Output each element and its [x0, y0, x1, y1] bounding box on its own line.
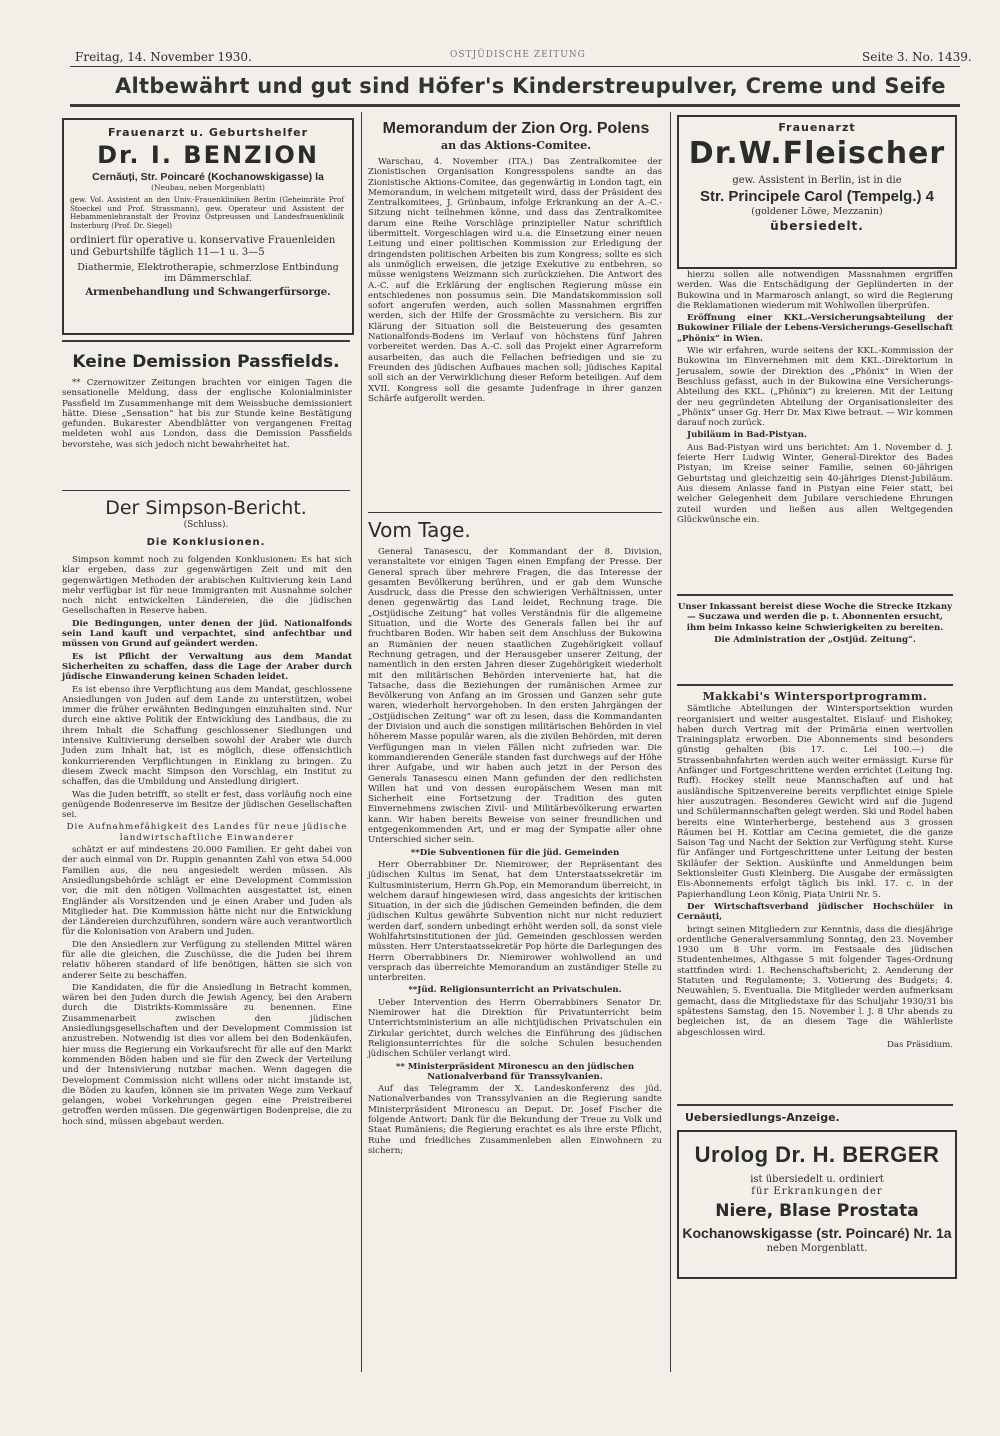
headline-passfield: Keine Demission Passfields. — [72, 352, 340, 372]
column-divider-2 — [670, 112, 671, 1372]
ad-dr-fleischer — [677, 115, 957, 269]
subheading: Jubiläum in Bad-Pistyan. — [687, 430, 808, 441]
ad-line: übersiedelt. — [770, 219, 864, 233]
subheading: Der Wirtschaftsverband jüdischer Hochschüler in Cernăuți, — [677, 901, 953, 923]
notice-text: Unser Inkassant bereist diese Woche die Strecke Itzkany — Suczawa und werden die p. t. Abonnenten ersucht, ihm beim Inkasso keine Schwierigkeiten zu bereiten. — [677, 602, 953, 633]
ad-line: neben Morgenblatt. — [766, 1243, 868, 1254]
subheading: **Die Subventionen für die jüd. Gemeinden — [410, 847, 620, 858]
signature: Das Präsidium. — [887, 1039, 953, 1050]
article-memorandum — [368, 157, 662, 406]
article-vom-tage — [368, 547, 662, 1158]
ad-services: Diathermie, Elektrotherapie, schmerzlose Entbindung im Dämmerschlaf. — [77, 262, 339, 285]
article-right-bottom — [677, 692, 953, 1052]
paragraph: Ueber Intervention des Herrn Oberrabbiners Senator Dr. Niemirower hat die Direktion für Privatunterricht beim Unterrichtsministerium an alle nichtjüdischen Privatschulen ein Zirkular gerichtet, durch welches die Einführung des jüdischen Religionsunterrichtes für die solche Schulen besuchenden jüdischen Schüler verlangt wird. — [368, 997, 662, 1060]
ad-address-note: (Neubau, neben Morgenblatt) — [151, 183, 265, 192]
ad-dr-benzion — [62, 118, 354, 335]
section-rule — [677, 594, 953, 596]
ad-address: Cernăuți, Str. Poincaré (Kochanowskigasse) la — [92, 171, 324, 183]
paragraph: Wie wir erfahren, wurde seitens der KKL.-Kommission der Bukowina im Einvernehmen mit dem KKL.-Direktorium in Jerusalem, sowie der Direktion des „Phönix“ in Wien der Beschluss gefasst, auch in der Bukowina eine Versicherungs-Abteilung des KKL. („Phönix“) zu kreieren. Mit der Leitung der neu gegründeten Abteilung der Organisationsleiter des „Phönix“ unser Gg. Herr Dr. Max Kiwe betraut. — Wir kommen darauf noch zurück. — [677, 346, 953, 429]
ad-kicker: Uebersiedlungs-Anzeige. — [685, 1111, 840, 1124]
subheading: **Jüd. Religionsunterricht an Privatschulen. — [408, 985, 622, 996]
ad-dr-berger — [677, 1130, 957, 1279]
page-number: Seite 3. No. 1439. — [862, 50, 972, 64]
paragraph-centered: Die Aufnahmefähigkeit des Landes für neue jüdische landwirtschaftliche Einwanderer — [66, 822, 348, 843]
paragraph-bold: Die Bedingungen, unter denen der jüd. Nationalfonds sein Land kauft und verpachtet, sind anfechtbar und müssen von Grund auf geändert werden. — [62, 618, 352, 650]
subheading: Makkabi's Wintersportprogramm. — [702, 690, 928, 703]
paragraph: Simpson kommt noch zu folgenden Konklusionen: Es hat sich klar ergeben, dass zur gegenwärtigen Zeit und mit den gegenwärtigen Methoden der arabischen Kultivierung kein Land mehr verfügbar ist für neue Immigranten mit Ausnahme solcher noch nicht entwickelten Ländereien, die die jüdischen Gesellschaften in Reserve haben. — [62, 555, 352, 617]
headline-simpson-sub: (Schluss). — [183, 520, 229, 530]
ad-doctor-name: Urolog Dr. H. BERGER — [694, 1142, 940, 1167]
ad-doctor-name: Dr. I. BENZION — [97, 141, 319, 169]
paragraph: General Tanasescu, der Kommandant der 8. Division, veranstaltete vor einigen Tagen einen Empfang der Presse. Der General sprach über mehrere Fragen, die das Interesse der gesamten Bevölkerung berühren, und er gab dem Wunsche Ausdruck, dass die Presse den schwierigen Verhältnissen, unter denen gegenwärtig das Land leidet, Rechnung trage. Die „Ostjüdische Zeitung“ hat volles Verständnis für die allgemeine Situation, und die Worte des Generals fallen bei ihr auf fruchtbaren Boden. Wir haben seit dem Anschluss der Bukowina an Rumänien der neuen staatlichen Zugehörigkeit vollauf Rechnung getragen, und der Herausgeber unserer Zeitung, der namentlich in den ersten Jahren dieser Zugehörigkeit wiederholt mit den militärischen Behörden intervenierte hat, hat die Tatsache, dass die Beziehungen der rumänischen Armee zur Bevölkerung von Anfang an im Grossen und Ganzen sehr gute waren, wiederholt hervorgehoben. In den ersten Jahrgängen der „Ostjüdischen Zeitung“ war oft zu lesen, dass die Kommandanten der Division und auch die sonstigen militärischen Behörden in viel höherem Masse populär waren, als die zivilen Behörden, mit deren Verfügungen man in vielen Fällen nicht zufrieden war. Die kommandierenden Generäle standen fast durchwegs auf der Höhe ihrer Aufgabe, und wir haben auch jetzt in der Person des Generals Tanasescu einen Mann gefunden der den redlichsten Willen hat und von dessen europäischem Wesen man mit Sicherheit eine Fortsetzung der Tradition des guten Einvernehmens zwischen Zivil- und Militärbevölkerung erwarten kann. Wir haben bereits Beweise von seiner freundlichen und entgegenkommenden Art, und er mag der Sympatie aller ohne Unterschied sicher sein. — [368, 547, 662, 846]
issue-date: Freitag, 14. November 1930. — [75, 50, 252, 64]
ad-care: Armenbehandlung und Schwangerfürsorge. — [85, 287, 331, 299]
article-body: ** Czernowitzer Zeitungen brachten vor einigen Tagen die sensationelle Meldung, dass der englische Kolonialminister Passfield im Zusammenhange mit dem Weissbuche demissioniert hätte. Diese „Sensation“ hat bis zur Stunde keine Bestätigung gefunden. Bukarester Abendblätter von vergangenen Freitag meldeten wohl aus London, dass die Demission Passfields bevorstehe, was sich jedoch nicht bewahrheitet hat. — [62, 378, 352, 450]
ad-title: Frauenarzt u. Geburtshelfer — [107, 126, 309, 139]
paragraph: schätzt er auf mindestens 20.000 Familien. Er geht dabei von der auch einmal von Dr. Ruppin genannten Zahl von etwa 54.000 Familien aus, die neu angesiedelt werden müssen. Als Ansiedlungsbehörde schlägt er eine Development Commission vor, die mit den nötigen Vollmachten ausgestattet ist, einen Engländer als Vorsitzenden und je einen Araber und Juden als Mitglieder hat. Die Kommission hätte nicht nur die Entwicklung der Ländereien durchzuführen, sondern wäre auch verantwortlich für die Kolonisation von Arabern und Juden. — [62, 845, 352, 938]
ad-line: (goldener Löwe, Mezzanin) — [751, 206, 883, 217]
paragraph: Es ist ebenso ihre Verpflichtung aus dem Mandat, geschlossene Ansiedlungen von Juden auf dem Lande zu unterstützen, wobei immer die früher erwähnten Bedingungen einzuhalten sind. Nur durch eine aktive Politik der Entwicklung des Landbaus, die zu ihrem Inhalt die Schaffung geschlossener Siedlungen und intensive Kultivierung derselben sowohl der Araber wie durch Juden zum Inhalt hat, ist es möglich, diese offensichtlich konkurrierenden Verpflichtungen in Einklang zu bringen. Zu diesem Zweck macht Simpson den Vorschlag, ein Institut zu schaffen, das die Umbildung und Ansiedlung dirigiert. — [62, 684, 352, 788]
section-heading: Die Konklusionen. — [146, 537, 266, 548]
section-rule — [62, 340, 350, 342]
ad-line: für Erkrankungen der — [751, 1186, 883, 1197]
paragraph: Aus Bad-Pistyan wird uns berichtet: Am 1. November d. J. feierte Herr Ludwig Winter, General-Direktor des Bades Pistyan, im Kreise seiner Familie, seinen 60-jährigen Geburtstag und gleichzeitig sein 40-jähriges Dienst-Jubiläum. Aus diesem Anlasse fand in Pistyan eine Feier statt, bei welcher Gelegenheit dem Jubilare verschiedene Ehrungen zuteil wurden und ließen aus allen Weltgegenden Glückwünsche ein. — [677, 442, 953, 525]
section-rule — [368, 512, 662, 513]
paragraph-bold: Es ist Pflicht der Verwaltung aus dem Mandat Sicherheiten zu schaffen, dass die Lage der Araber durch jüdische Einwanderung keinen Schaden leidet. — [62, 651, 352, 683]
ad-address: Str. Principele Carol (Tempelg.) 4 — [700, 188, 934, 205]
section-rule — [62, 490, 350, 491]
subheading: Eröffnung einer KKL.-Versicherungsabteilung der Bukowiner Filiale der Lebens-Versicherungs-Gesellschaft „Phönix“ in Wien. — [677, 313, 953, 344]
paragraph: Herr Oberrabbiner Dr. Niemirower, der Repräsentant des jüdischen Kultus im Senat, hat dem Unterstaatssekretär im Kultusministerium, Herrn Gh.Pop, ein Memorandum überreicht, in welchem darauf hingewiesen wird, dass angesichts der kritischen Situation, in der sich die jüdischen Gemeinden befinden, die dem jüdischen Kultus gewährte Subvention nicht nur nicht reduziert werden darf, sondern unbedingt erhöht werden soll, da sonst viele Wohlfahrtsinstitutionen der jüd. Gemeinden geschlossen werden müssten. Herr Unterstaatssekretär Pop hörte die Darlegungen des Herrn Oberrabbiners Dr. Niemirower wohlwollend an und versprach das überreichte Memorandum an zuständiger Stelle zu unterbreiten. — [368, 859, 662, 984]
article-right-top — [677, 270, 953, 527]
ad-title: Frauenarzt — [778, 121, 856, 134]
ad-line: ist übersiedelt u. ordiniert — [750, 1174, 884, 1185]
headline-memorandum-sub: an das Aktions-Comitee. — [440, 139, 592, 152]
article-simpson — [62, 555, 352, 1129]
notice-inkasso — [677, 602, 953, 647]
paragraph: Sämtliche Abteilungen der Wintersportsektion wurden reorganisiert und weiter ausgestaltet. Eislauf- und Eishokey, haben durch Vertrag mit der Primăria einen wertvollen Trainingsplatz erworben. Die Abonnements sind besonders günstig gehalten (bis 17. c. Lei 100.—) die Strassenbahnfahrten werden auch weiter ermässigt. Kurse für Anfänger und Fortgeschrittene werden errichtet (Leitung Ing. Ruff). Hockey stellt neue Mannschaften auf und hat ausländische Spitzenvereine bereits verpflichtet einige Spiele hier auszutragen. Besonderes Gewicht wird auf die Jugend und Schülermannschaften gelegt werden. Ski und Rodel haben bereits eine Winterherberge, bestehend aus 3 grossen Räumen bei H. Kottlar am Cecina gemietet, die die ganze Saison Tag und Nacht der Sektion zur Verfügung steht. Kurse für Anfänger und Fortgeschrittene unter Leitung der besten Skiläufer der Sektion. Auskünfte und Anmeldungen beim Sektionsleiter Gusti Kleinberg. Die Ausgabe der ermässigten Eis-Abonnements erfolgt täglich bis inkl. 17. c. in der Papierhandlung Leon König, Piața Unirii Nr. 5. — [677, 704, 953, 900]
paragraph: hierzu sollen alle notwendigen Massnahmen ergriffen werden. Was die Entschädigung der Geplünderten in der Bukowina und in Marmarosch anlangt, so wird die Regierung die Reklamationen wiederum mit Wohlwollen überprüfen. — [677, 270, 953, 311]
masthead: OSTJÜDISCHE ZEITUNG — [450, 50, 586, 60]
ad-specialty: Niere, Blase Prostata — [715, 1201, 919, 1221]
paragraph: Die den Ansiedlern zur Verfügung zu stellenden Mittel wären für alle die gleichen, die Zuschüsse, die die Juden bei ihrem relativ höheren standard of life benötigen, hätten sie sich von anderer Seite zu beschaffen. — [62, 939, 352, 981]
notice-signature: Die Administration der „Ostjüd. Zeitung“. — [714, 634, 916, 645]
header-rule — [70, 66, 960, 67]
section-rule — [677, 684, 953, 686]
section-rule — [677, 1104, 953, 1106]
ad-doctor-name: Dr.W.Fleischer — [688, 136, 946, 171]
ad-hours: ordiniert für operative u. konservative Frauenleiden und Geburtshilfe täglich 11—1 u. 3—5 — [70, 235, 336, 258]
paragraph: bringt seinen Mitgliedern zur Kenntnis, dass die diesjährige ordentliche Generalversammlung Sonntag, den 23. November 1930 um 8 Uhr vorm. im Festsaale des jüdischen Studentenheimes, Althgasse 5 mit folgender Tages-Ordnung stattfinden wird: 1. Rechenschaftsbericht; 2. Aenderung der Statuten und Regulamente; 3. Votierung des Budgets; 4. Neuwahlen; 5. Eventualia. Die Mitglieder werden aufmerksam gemacht, dass die Mitgliedstaxe für das Schuljahr 1930/31 bis spätestens Samstag, den 15. November l. J. 8 Uhr abends zu begleichen ist, da an diesem Tage die Wählerliste abgeschlossen wird. — [677, 924, 953, 1038]
headline-memorandum: Memorandum der Zion Org. Polens — [382, 120, 650, 137]
headline-vom-tage: Vom Tage. — [368, 518, 471, 542]
ad-address: Kochanowskigasse (str. Poincaré) Nr. 1a — [682, 1225, 952, 1241]
article-body: Warschau, 4. November (ITA.) Das Zentralkomitee der Zionistischen Organisation Kongresspolens sandte an das Zionistische Aktions-Comitee, das gegenwärtig in London tagt, ein Memorandum, in welchem mitgeteilt wird, dass der Präsident des Zentralkomitees, J. Grünbaum, infolge Erkrankung an der A.-C.-Sitzung nicht teilnehmen könne, und dass das Zentralkomitee darum eine Reihe Vorschläge prinzipieller Natur schriftlich übermittelt. Vorgeschlagen wird u.a. die Einsetzung einer neuen Leitung und einer politischen Kommission zur Erledigung der dringendsten politischen Arbeiten bis zum Kongress; sollte es sich als unmöglich erweisen, die jetzige Exekutive zu entbehren, so müsse wenigstens Weizmann sich zurückziehen. Die Antwort des A.-C. auf die Erklärung der englischen Regierung müsse ein entschiedenes non possumus sein. Die Mandatskommission soll sofort angerufen werden, auch sollen Massnahmen ergriffen werden, sich der Hilfe der Grossmächte zu versichern. Bis zur Klärung der Situation soll die Beisteuerung des gesamten Nationalfonds-Bodens im Verlauf von höchstens fünf Jahren vorbereitet werden. Das A.-C. soll das Projekt einer Agrarreform ausarbeiten, das auch die Fellachen befriedigen und sie zu Freunden des jüdischen Aufbaues machen soll; jüdisches Kapital soll sich an der Verwirklichung dieser Reform beteiligen. Auf dem XVII. Kongress soll die gesamte Judenfrage in ihrer ganzen Schärfe aufgerollt werden. — [368, 157, 662, 404]
ad-bio: gew. Vol. Assistent an den Univ.-Frauenkliniken Berlin (Geheimräte Prof Stoeckel und Prof. Strassmann), gew. Operateur und Assistent der Hebammenlehranstalt der Provinz Ostpreussen und Landesfrauenklinik Insterburg (Prof. Dr. Siegel) — [70, 195, 344, 230]
banner-rule — [70, 104, 960, 107]
subheading: ** Ministerpräsident Mironescu an den jüdischen Nationalverband für Transsylvanien. — [395, 1061, 635, 1082]
banner-ad: Altbewährt und gut sind Höfer's Kinderstreupulver, Creme und Seife — [115, 74, 946, 98]
column-divider-1 — [361, 112, 362, 1372]
ad-line: gew. Assistent in Berlin, ist in die — [732, 175, 902, 186]
paragraph: Die Kandidaten, die für die Ansiedlung in Betracht kommen, wären bei den Juden durch die Jewish Agency, bei den Arabern durch die Distrikts-Kommissäre zu benennen. Eine Zusammenarbeit zwischen den jüdischen Ansiedlungsgesellschaften und der Development Commission ist anzustreben. Notwendig ist dies vor allem bei den Bodenkäufen, hier muss die Regierung ein Vorkaufsrecht für alle auf den Markt kommenden Böden haben und sie für den Zweck der Verteilung und der Intensivierung nutzbar machen. Wenn dagegen die Development Commission nicht willens oder nicht imstande ist, die Böden zu kaufen, können sie im privaten Wege zum Verkauf gelangen, wobei Vorkehrungen gegen eine Preistreiberei getroffen werden müssen. Die gegenwärtigen Bodenpreise, die zu hoch sind, müssen abgebaut werden. — [62, 982, 352, 1127]
paragraph: Auf das Telegramm der X. Landeskonferenz des jüd. Nationalverbandes von Transsylvanien an die Regierung sandte Ministerpräsident Mironescu an Deput. Dr. Josef Fischer die folgende Antwort: Dank für die Bekundung der Treue zu Volk und Staat Rumäniens; die Regierung erachtet es als ihre erste Pflicht, Ruhe und friedliches Zusammenleben allen Einwohnern zu sichern; — [368, 1084, 662, 1156]
article-passfield — [62, 378, 352, 452]
headline-simpson: Der Simpson-Bericht. — [105, 497, 307, 519]
paragraph: Was die Juden betrifft, so stellt er fest, dass vorläufig noch eine genügende Bodenreserve im Besitze der jüdischen Gesellschaften sei. — [62, 789, 352, 821]
